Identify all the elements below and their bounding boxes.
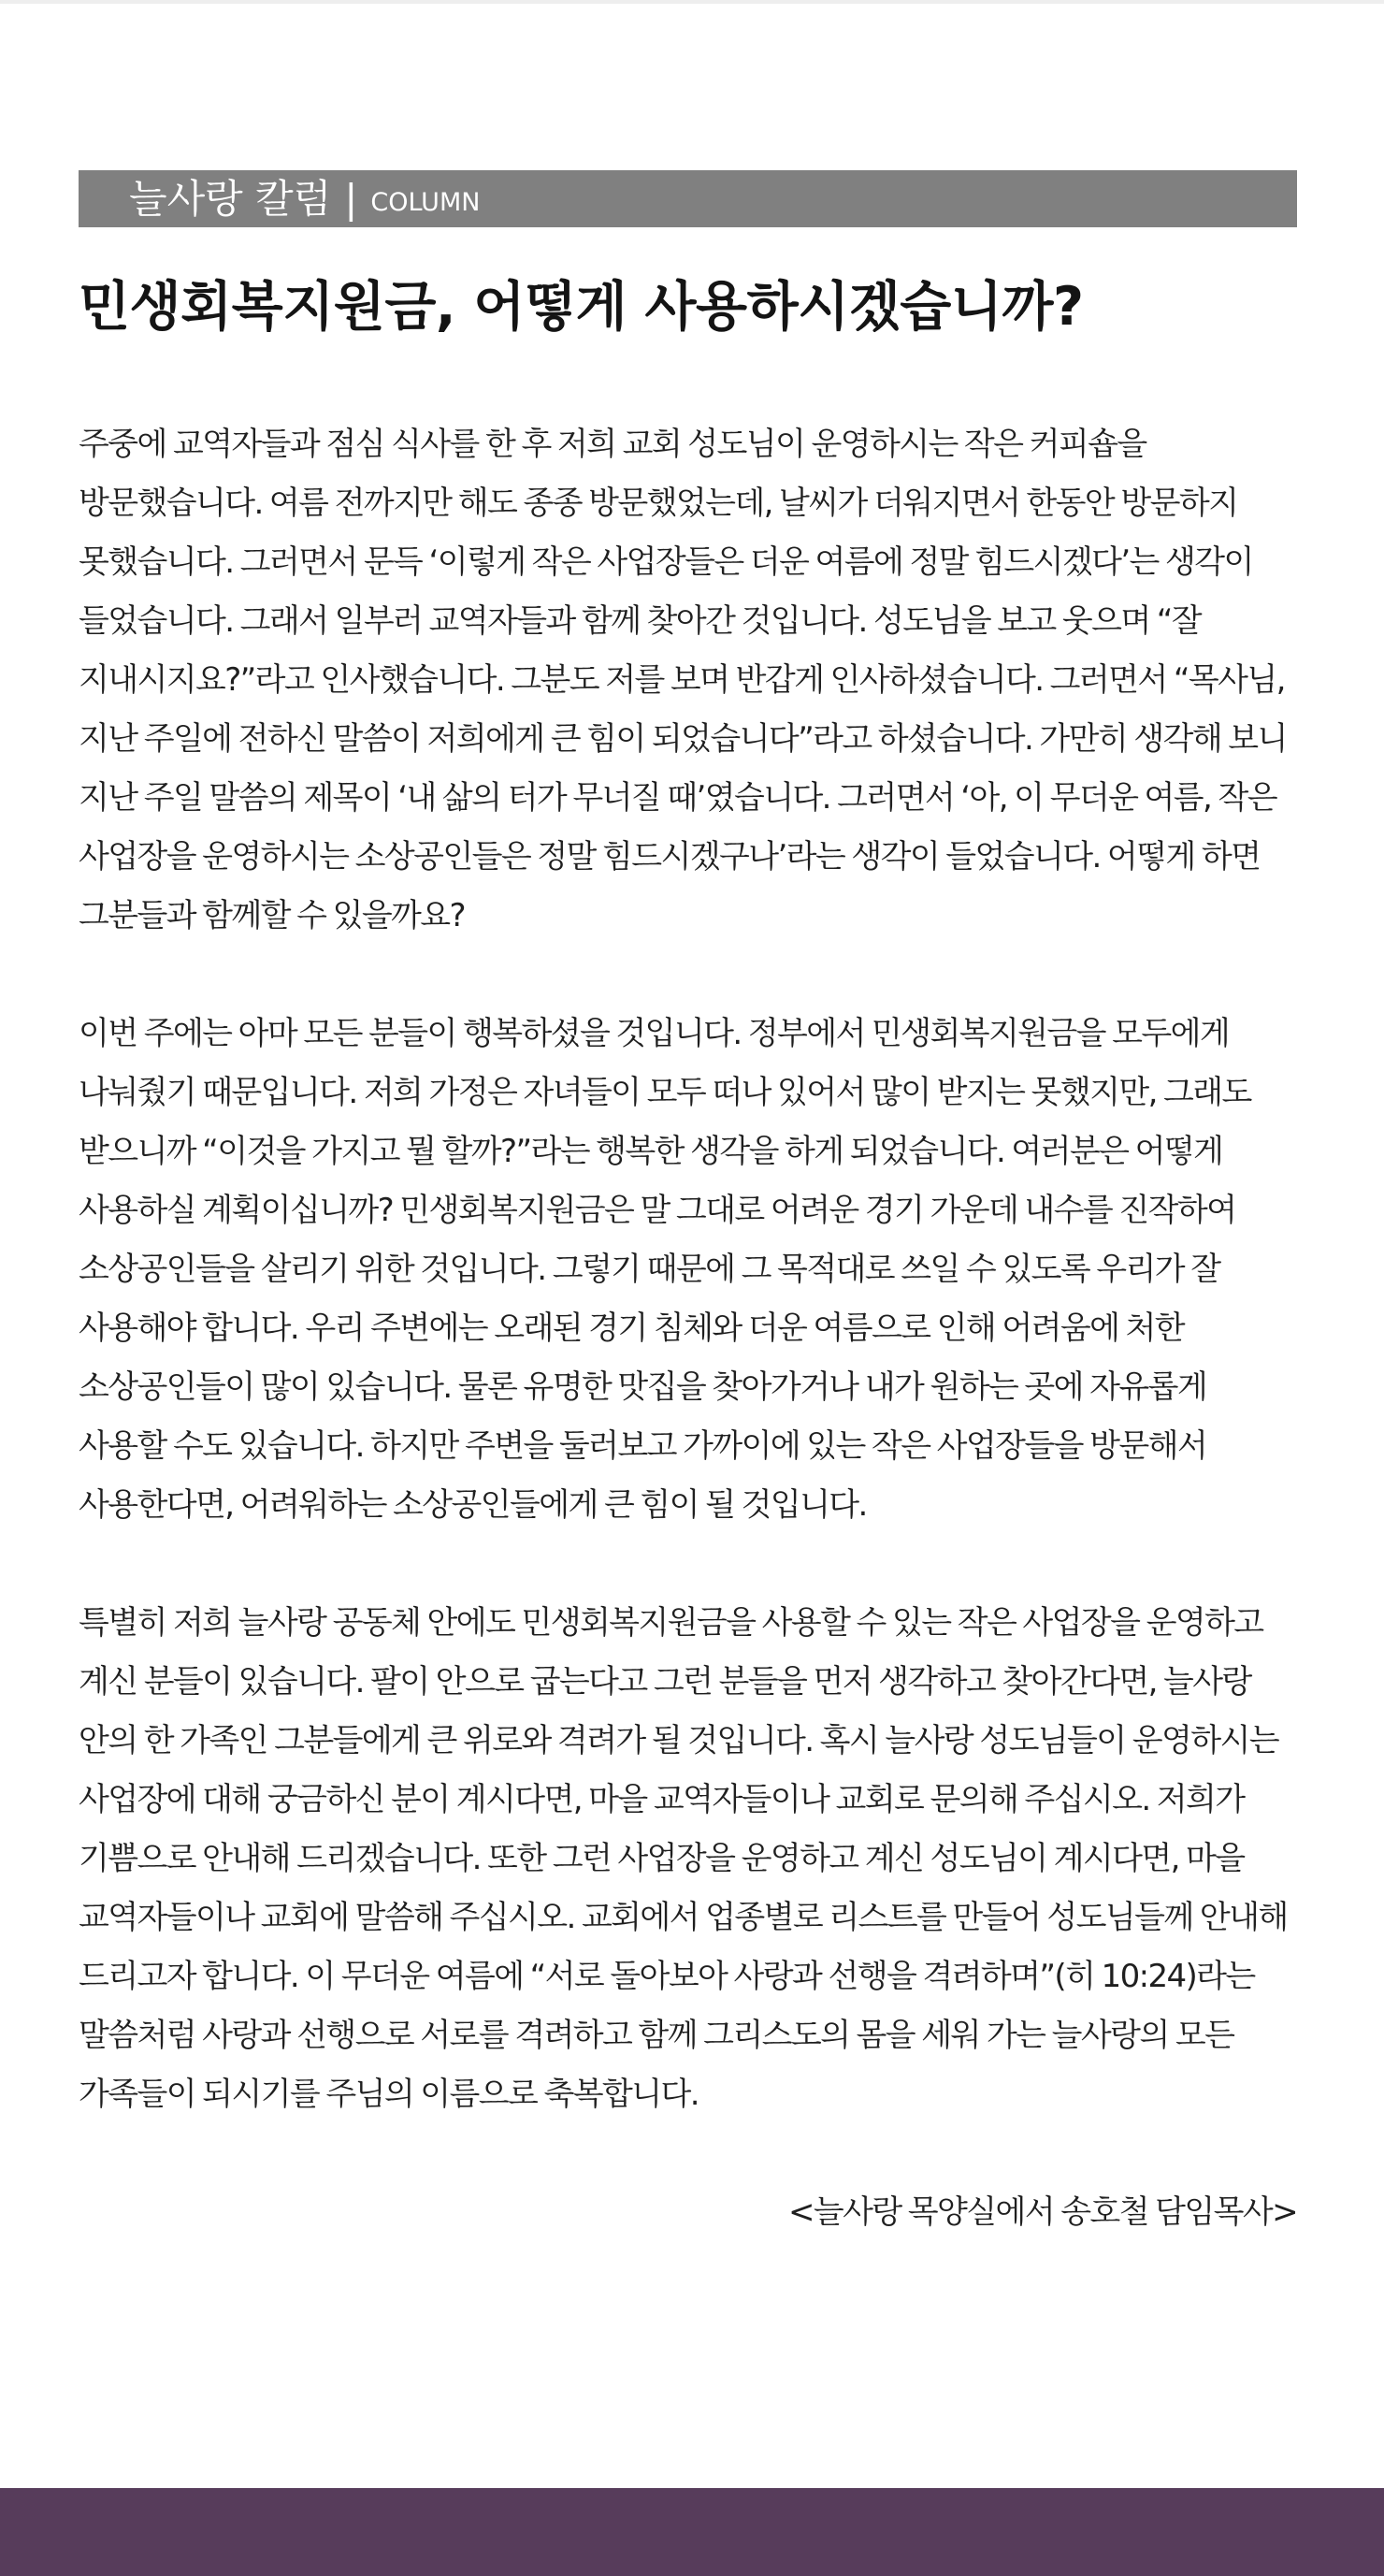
article-body — [79, 415, 1297, 2242]
article-paragraph: 주중에 교역자들과 점심 식사를 한 후 저희 교회 성도님이 운영하시는 작은 커피숍을 방문했습니다. 여름 전까지만 해도 종종 방문했었는데, 날씨가 더워지면서 한동안 방문하지 못했습니다. 그러면서 문득 ‘이렇게 작은 사업장들은 더운 여름에 정말 힘드시겠다’는 생각이 들었습니다. 그래서 일부러 교역자들과 함께 찾아간 것입니다. 성도님을 보고 웃으며 “잘 지내시지요?”라고 인사했습니다. 그분도 저를 보며 반갑게 인사하셨습니다. 그러면서 “목사님, 지난 주일에 전하신 말씀이 저희에게 큰 힘이 되었습니다”라고 하셨습니다. 가만히 생각해 보니 지난 주일 말씀의 제목이 ‘내 삶의 터가 무너질 때’였습니다. 그러면서 ‘아, 이 무더운 여름, 작은 사업장을 운영하시는 소상공인들은 정말 힘드시겠구나’라는 생각이 들었습니다. 어떻게 하면 그분들과 함께할 수 있을까요? — [79, 426, 1287, 934]
section-label: 늘사랑 칼럼 — [129, 175, 332, 222]
top-rule — [0, 0, 1384, 4]
article-paragraph: 이번 주에는 아마 모든 분들이 행복하셨을 것입니다. 정부에서 민생회복지원금을 모두에게 나눠줬기 때문입니다. 저희 가정은 자녀들이 모두 떠나 있어서 많이 받지는 못했지만, 그래도 받으니까 “이것을 가지고 뭘 할까?”라는 행복한 생각을 하게 되었습니다. 여러분은 어떻게 사용하실 계획이십니까? 민생회복지원금은 말 그대로 어려운 경기 가운데 내수를 진작하여 소상공인들을 살리기 위한 것입니다. 그렇기 때문에 그 목적대로 쓰일 수 있도록 우리가 잘 사용해야 합니다. 우리 주변에는 오래된 경기 침체와 더운 여름으로 인해 어려움에 처한 소상공인들이 많이 있습니다. 물론 유명한 맛집을 찾아가거나 내가 원하는 곳에 자유롭게 사용할 수도 있습니다. 하지만 주변을 둘러보고 가까이에 있는 작은 사업장들을 방문해서 사용한다면, 어려워하는 소상공인들에게 큰 힘이 될 것입니다. — [79, 1015, 1251, 1524]
section-divider: | — [344, 175, 358, 222]
article-paragraph: 특별히 저희 늘사랑 공동체 안에도 민생회복지원금을 사용할 수 있는 작은 사업장을 운영하고 계신 분들이 있습니다. 팔이 안으로 굽는다고 그런 분들을 먼저 생각하고 찾아간다면, 늘사랑 안의 한 가족인 그분들에게 큰 위로와 격려가 될 것입니다. 혹시 늘사랑 성도님들이 운영하시는 사업장에 대해 궁금하신 분이 계시다면, 마을 교역자들이나 교회로 문의해 주십시오. 저희가 기쁨으로 안내해 드리겠습니다. 또한 그런 사업장을 운영하고 계신 성도님이 계시다면, 마을 교역자들이나 교회에 말씀해 주십시오. 교회에서 업종별로 리스트를 만들어 성도님들께 안내해 드리고자 합니다. 이 무더운 여름에 “서로 돌아보아 사랑과 선행을 격려하며”(히 10:24)라는 말씀처럼 사랑과 선행으로 서로를 격려하고 함께 그리스도의 몸을 세워 가는 늘사랑의 모든 가족들이 되시기를 주님의 이름으로 축복합니다. — [79, 1604, 1288, 2113]
footer-bar — [0, 2488, 1384, 2576]
column-header-bar — [79, 170, 1297, 227]
section-label-en: COLUMN — [370, 188, 481, 217]
author-signature: <늘사랑 목양실에서 송호철 담임목사> — [787, 2193, 1297, 2231]
article-title: 민생회복지원금, 어떻게 사용하시겠습니까? — [79, 276, 1084, 338]
